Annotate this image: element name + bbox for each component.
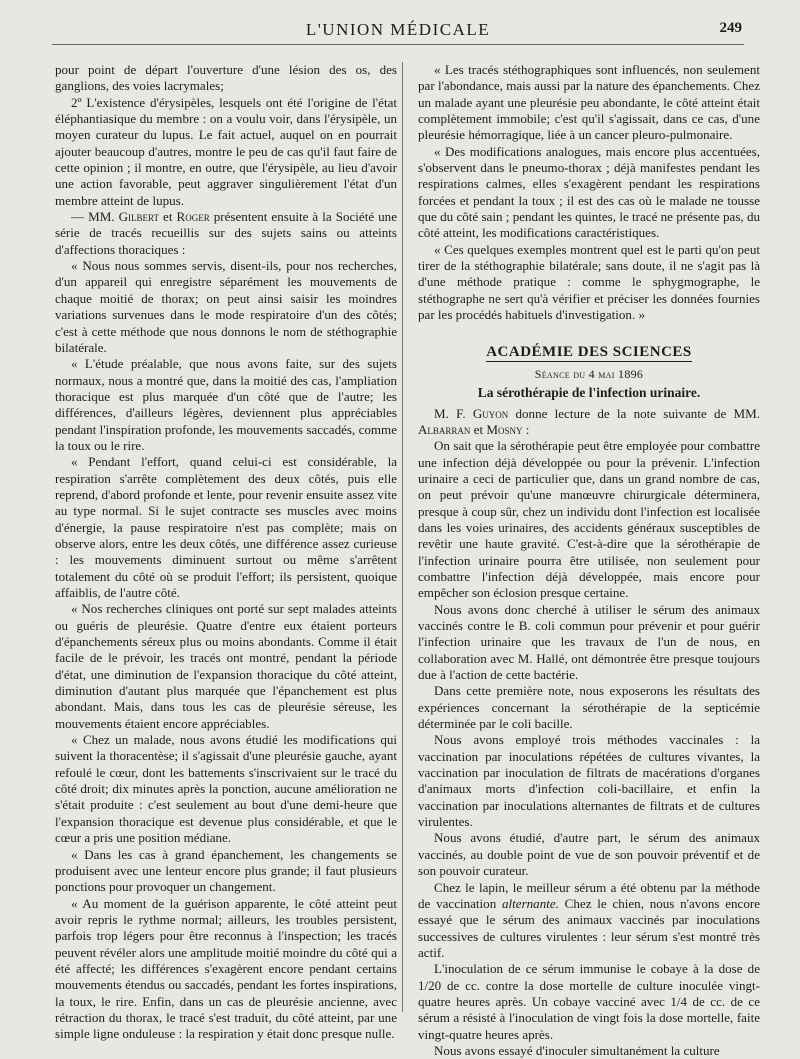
text-run: — MM. xyxy=(71,209,115,225)
author-name: Gilbert xyxy=(118,209,159,225)
paragraph: « Nos recherches cliniques ont porté sur sept malades atteints ou guéris de pleurésie. Quatre d'entre eux étaient porteurs d'épanchements séreux plus ou moins abondants. Comme il était facile de le prévoir, les tracés ont montré, pendant la période d'état, une diminution de l'expansion thoracique du côté atteint, diminution d'autant plus marquée que l'épanchement est plus abondant. Mais, dans tous les cas de pleurésie séreuse, les mouvements étaient encore appréciables. xyxy=(55,601,397,731)
section-title-text: ACADÉMIE DES SCIENCES xyxy=(486,343,692,360)
paragraph: Nous avons essayé d'inoculer simultanément la culture xyxy=(434,1042,720,1058)
page-header xyxy=(52,18,744,45)
author-name: Albarran xyxy=(418,421,471,437)
paragraph: « Chez un malade, nous avons étudié les modifications qui suivent la thoracentèse; il s'agissait d'une pleurésie gauche, ayant refoulé le cœur, dont les battements s'inscrivaient sur le tracé du côté droit; dix minutes après la ponction, aucune amélioration ne s'était produite : c'est seulement au bout d'une demi-heure que l'expansion thoracique est devenue plus considérable, et que le cœur a pris une position médiane. xyxy=(55,732,397,846)
right-column xyxy=(418,62,760,1059)
left-column xyxy=(55,62,397,1043)
paragraph: « Nous nous sommes servis, disent-ils, pour nos recherches, d'un appareil qui enregistre séparément les mouvements de chaque moitié de thorax; on peut ainsi saisir les moindres variations survenues dans le mode respiratoire d'un des côtés; c'est à cette méthode que nous donnons le nom de stéthographie bilatérale. xyxy=(55,258,397,355)
paragraph: Nous avons donc cherché à utiliser le sérum des animaux vaccinés contre le B. coli commun pour prévenir et pour guérir l'infection urinaire que les travaux de l'un de nous, en collaboration avec M. Hallé, ont démontrée être presque toujours due à l'action de cette bactérie. xyxy=(418,601,760,683)
author-name: Roger xyxy=(176,209,210,225)
text-run: et xyxy=(163,209,173,225)
paragraph: « L'étude préalable, que nous avons faite, sur des sujets normaux, nous a montré que, dans la moitié des cas, l'ampliation thoracique est plus marquée d'un côté que de l'autre; les différences, d'ailleurs légères, deviennent plus appréciables pendant l'inspiration profonde, les mouvements saccadés, comme la toux ou le rire. xyxy=(55,356,397,453)
page-number: 249 xyxy=(719,20,742,36)
author-name: Mosny xyxy=(486,421,523,437)
paragraph: « Au moment de la guérison apparente, le côté atteint peut avoir repris le rythme normal; ailleurs, les troubles persistent, parfois trop légers pour être reconnus à l'inspection; les tracés peuvent révéler alors une amplitude moitié moindre du côté qui a été affecté; les différences s'exagèrent encore pendant certains mouvements étendus ou saccadés, pendant les fortes inspirations, la toux, le rire. Enfin, dans un cas de pleurésie ancienne, avec rétraction du thorax, le tracé s'est traduit, du côté atteint, par une simple ligne onduleuse : la respiration y était donc presque nulle. xyxy=(55,895,397,1042)
section-title xyxy=(418,344,760,360)
article-title: La sérothérapie de l'infection urinaire. xyxy=(477,385,701,401)
paragraph: L'inoculation de ce sérum immunise le cobaye à la dose de 1/20 de cc. contre la dose mortelle de culture inoculée vingt-quatre heures après. Un cobaye vacciné avec 1/4 de cc. de ce sérum a résisté à l'inoculation de vingt fois la dose mortelle, faite vingt-quatre heures après. xyxy=(418,961,760,1042)
paragraph: « Les tracés stéthographiques sont influencés, non seulement par l'abondance, mais aussi par la nature des épanchements. Chez un malade ayant une pleurésie peu abondante, le côté atteint était complètement immobile; c'est qu'il s'agissait, dans ce cas, d'une pleurésie hémorragique, liée à un cancer pleuro-pulmonaire. xyxy=(418,62,760,143)
text-run: et xyxy=(473,421,484,437)
text-run: Chez le lapin, le meilleur sérum a été obtenu par la méthode de vaccination xyxy=(418,879,760,911)
paragraph: « Des modifications analogues, mais encore plus accentuées, s'observent dans le pneumo-thorax ; déjà manifestes pendant les respirations calmes, elles s'exagèrent pendant les respirations forcées et pendant la toux ; il est des cas où le malade ne tousse que du côté sain ; pendant les quintes, le tracé ne présente pas, du côté atteint, les modifications caractéristiques. xyxy=(418,143,760,241)
text-run: donne lecture de la note suivante de MM. xyxy=(515,405,761,421)
paragraph: Nous avons étudié, d'autre part, le sérum des animaux vaccinés, au double point de vue de son pouvoir préventif et de son pouvoir curateur. xyxy=(418,830,760,879)
author-name: Guyon xyxy=(472,405,509,421)
paragraph xyxy=(418,880,760,962)
text-run: présentent ensuite à la Société une série de tracés recueillis sur des sujets sains ou atteints d'affections thoraciques : xyxy=(55,209,397,257)
session-date: Séance du 4 mai 1896 xyxy=(534,366,644,381)
emphasis: alternante. xyxy=(502,895,559,911)
paragraph: « Pendant l'effort, quand celui-ci est considérable, la respiration s'arrête complètement des deux côtés, puis elle reprend, d'abord profonde et lente, pour revenir ensuite assez vite au type normal. Si le sujet contracte ses muscles avec moins d'énergie, la pause respiratoire n'est pas complète; mais on observe alors, entre les deux côtés, une différence assez curieuse : les mouvements diminuent surtout ou même s'arrêtent totalement du côté où se produit l'effort; ils persistent, quoique affaiblis, de l'autre côté. xyxy=(55,454,397,600)
paragraph: Dans cette première note, nous exposerons les résultats des expériences concernant la sérothérapie de la septicémie déterminée par le coli bacille. xyxy=(418,683,760,732)
paragraph: « Dans les cas à grand épanchement, les changements se produisent avec une lenteur encore plus grande; il faut plusieurs ponctions pour provoquer un changement. xyxy=(55,846,397,895)
text-run: : xyxy=(525,421,530,437)
text-run: Chez le chien, nous n'avons encore essayé que le sérum des animaux vaccinés par inoculations successives de cultures virulentes : leur sérum s'est montré très actif. xyxy=(418,895,760,960)
text-run: M. F. xyxy=(434,405,466,421)
paragraph: pour point de départ l'ouverture d'une lésion des os, des ganglions, des voies lacrymales; xyxy=(55,62,397,94)
paragraph xyxy=(55,209,397,258)
paragraph: « Ces quelques exemples montrent quel est le parti qu'on peut tirer de la stéthographie bilatérale; sans doute, il ne s'agit pas là d'une méthode pratique : comme le sphygmographe, le stéthographe ne sert qu'à vérifier et préciser les données fournies par les procédés habituels d'investigation. » xyxy=(418,241,760,323)
paragraph: On sait que la sérothérapie peut être employée pour combattre une infection déjà développée ou pour la prévenir. L'infection urinaire a ceci de particulier que, dans un grand nombre de cas, on peut prévoir qu'une manœuvre chirurgicale déterminera, presque à coup sûr, chez un individu dont l'infection est localisée dans les voies urinaires, des accidents généraux susceptibles de revêtir une haute gravité. C'est-à-dire que la sérothérapie de l'infection urinaire pourra être utilisée, non seulement pour combattre l'infection déjà développée, mais encore pour empêcher son éclosion presque certaine. xyxy=(418,438,760,601)
paragraph: 2º L'existence d'érysipèles, lesquels ont été l'origine de l'état éléphantiasique du membre : on a voulu voir, dans l'érysipèle, un moyen curateur du lupus. Le fait actuel, auquel on en pourrait ajouter beaucoup d'autres, montre le peu de cas qu'il faut faire de cette opinion ; il montre, en outre, que l'érysipèle, au lieu d'avoir une action favorable, peut aggraver singulièrement l'état d'un membre atteint de lupus. xyxy=(55,94,397,208)
paragraph: Nous avons employé trois méthodes vaccinales : la vaccination par inoculations répétées de cultures vivantes, la vaccination par inoculation de filtrats de macérations d'organes d'animaux morts d'infection coli-bacillaire, et enfin la vaccination par inoculations alternantes de filtrats et de cultures virulentes. xyxy=(418,732,760,830)
running-title: L'UNION MÉDICALE xyxy=(305,20,491,39)
column-divider xyxy=(402,62,403,1012)
paragraph xyxy=(418,406,760,439)
